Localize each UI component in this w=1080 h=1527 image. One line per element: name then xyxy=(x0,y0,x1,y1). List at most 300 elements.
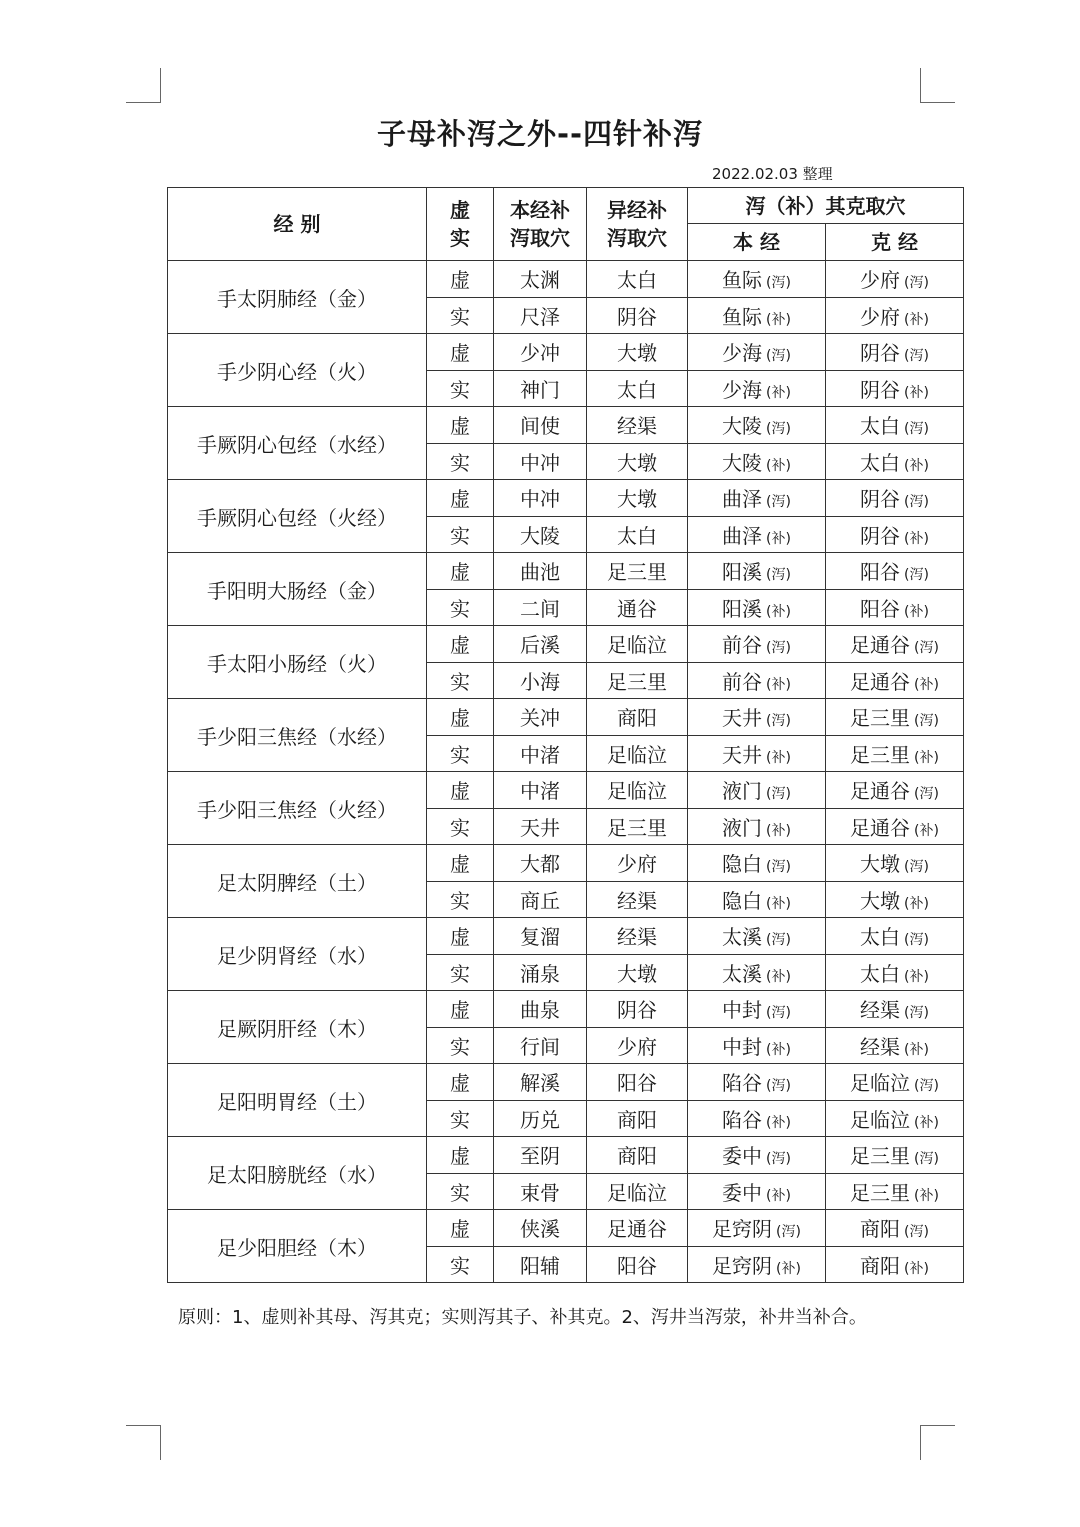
xu-shi-cell: 实 xyxy=(427,954,494,991)
same-meridian-point: 神门 xyxy=(494,370,587,407)
same-meridian-point: 后溪 xyxy=(494,626,587,663)
same-meridian-point: 束骨 xyxy=(494,1173,587,1210)
header-other-line2: 泻取穴 xyxy=(607,226,667,250)
other-meridian-point: 足临泣 xyxy=(587,626,688,663)
xu-shi-cell: 虚 xyxy=(427,918,494,955)
header-ke-group: 泻（补）其克取穴 xyxy=(688,188,964,224)
ke-jing-cell-tag: (补) xyxy=(914,1187,939,1204)
xu-shi-cell: 虚 xyxy=(427,991,494,1028)
ben-jing-cell xyxy=(688,1027,826,1064)
ke-jing-cell-point: 阳谷 xyxy=(860,560,901,585)
ben-jing-cell xyxy=(688,407,826,444)
ke-jing-cell xyxy=(826,626,964,663)
same-meridian-point: 中冲 xyxy=(494,480,587,517)
same-meridian-point: 关冲 xyxy=(494,699,587,736)
same-meridian-point: 曲泉 xyxy=(494,991,587,1028)
header-other-line1: 异经补 xyxy=(607,198,667,222)
ke-jing-cell-point: 阴谷 xyxy=(860,487,901,512)
other-meridian-point: 足三里 xyxy=(587,808,688,845)
ben-jing-cell-tag: (补) xyxy=(766,822,791,839)
ke-jing-cell xyxy=(826,516,964,553)
other-meridian-point: 大墩 xyxy=(587,443,688,480)
same-meridian-point: 阳辅 xyxy=(494,1246,587,1283)
header-same-line1: 本经补 xyxy=(510,198,570,222)
meridian-cell: 手太阳小肠经（火） xyxy=(168,626,427,699)
other-meridian-point: 阴谷 xyxy=(587,297,688,334)
ke-jing-cell xyxy=(826,297,964,334)
ke-jing-cell xyxy=(826,1100,964,1137)
ben-jing-cell-point: 隐白 xyxy=(722,888,763,913)
ben-jing-cell xyxy=(688,1246,826,1283)
ben-jing-cell xyxy=(688,553,826,590)
other-meridian-point: 少府 xyxy=(587,1027,688,1064)
ke-jing-cell-tag: (泻) xyxy=(914,640,939,657)
xu-shi-cell: 实 xyxy=(427,662,494,699)
ke-jing-cell xyxy=(826,1173,964,1210)
xu-shi-cell: 实 xyxy=(427,1246,494,1283)
ben-jing-cell-point: 太溪 xyxy=(722,925,763,950)
header-xu-shi xyxy=(427,188,494,261)
ke-jing-cell-tag: (补) xyxy=(904,1041,929,1058)
other-meridian-point: 阴谷 xyxy=(587,991,688,1028)
other-meridian-point: 通谷 xyxy=(587,589,688,626)
ben-jing-cell xyxy=(688,480,826,517)
ke-jing-cell-tag: (补) xyxy=(904,457,929,474)
ben-jing-cell xyxy=(688,516,826,553)
other-meridian-point: 阳谷 xyxy=(587,1246,688,1283)
ke-jing-cell xyxy=(826,735,964,772)
ke-jing-cell-tag: (补) xyxy=(904,895,929,912)
ben-jing-cell xyxy=(688,1100,826,1137)
ben-jing-cell xyxy=(688,991,826,1028)
xu-shi-cell: 虚 xyxy=(427,407,494,444)
other-meridian-point: 太白 xyxy=(587,370,688,407)
ben-jing-cell-point: 大陵 xyxy=(722,450,763,475)
table-row xyxy=(168,845,964,882)
ben-jing-cell-tag: (补) xyxy=(766,749,791,766)
ben-jing-cell-tag: (补) xyxy=(766,1187,791,1204)
ben-jing-cell-point: 阳溪 xyxy=(722,560,763,585)
ben-jing-cell-point: 鱼际 xyxy=(722,304,763,329)
ke-jing-cell-tag: (补) xyxy=(904,530,929,547)
xu-shi-cell: 实 xyxy=(427,370,494,407)
ke-jing-cell xyxy=(826,553,964,590)
ke-jing-cell xyxy=(826,443,964,480)
ke-jing-cell-point: 经渠 xyxy=(860,1034,901,1059)
same-meridian-point: 行间 xyxy=(494,1027,587,1064)
ke-jing-cell-point: 商阳 xyxy=(860,1217,901,1242)
ben-jing-cell-tag: (补) xyxy=(776,1260,801,1277)
xu-shi-cell: 虚 xyxy=(427,845,494,882)
xu-shi-cell: 实 xyxy=(427,881,494,918)
ben-jing-cell xyxy=(688,954,826,991)
header-meridian: 经 别 xyxy=(168,188,427,261)
ben-jing-cell-tag: (补) xyxy=(766,676,791,693)
ben-jing-cell-tag: (补) xyxy=(766,1114,791,1131)
ben-jing-cell xyxy=(688,918,826,955)
header-xu-shi-line2: 实 xyxy=(450,226,470,250)
meridian-cell: 足厥阴肝经（木） xyxy=(168,991,427,1064)
acupoint-table xyxy=(167,187,964,1283)
ke-jing-cell-tag: (补) xyxy=(914,749,939,766)
ben-jing-cell-tag: (泻) xyxy=(766,275,791,292)
other-meridian-point: 足三里 xyxy=(587,662,688,699)
ben-jing-cell xyxy=(688,261,826,298)
other-meridian-point: 足三里 xyxy=(587,553,688,590)
ke-jing-cell-tag: (泻) xyxy=(904,348,929,365)
ben-jing-cell-point: 太溪 xyxy=(722,961,763,986)
ke-jing-cell-tag: (泻) xyxy=(904,1224,929,1241)
ben-jing-cell xyxy=(688,1064,826,1101)
xu-shi-cell: 虚 xyxy=(427,1210,494,1247)
ben-jing-cell-tag: (泻) xyxy=(766,1005,791,1022)
table-row xyxy=(168,480,964,517)
ke-jing-cell xyxy=(826,918,964,955)
other-meridian-point: 足通谷 xyxy=(587,1210,688,1247)
ke-jing-cell-point: 足三里 xyxy=(850,1180,911,1205)
ben-jing-cell xyxy=(688,1137,826,1174)
xu-shi-cell: 虚 xyxy=(427,626,494,663)
table-row xyxy=(168,553,964,590)
same-meridian-point: 中渚 xyxy=(494,735,587,772)
ke-jing-cell-tag: (补) xyxy=(914,1114,939,1131)
other-meridian-point: 商阳 xyxy=(587,1137,688,1174)
same-meridian-point: 曲池 xyxy=(494,553,587,590)
ke-jing-cell-point: 大墩 xyxy=(860,888,901,913)
ke-jing-cell-point: 阴谷 xyxy=(860,523,901,548)
ke-jing-cell-tag: (泻) xyxy=(904,494,929,511)
other-meridian-point: 足临泣 xyxy=(587,1173,688,1210)
xu-shi-cell: 虚 xyxy=(427,772,494,809)
ke-jing-cell xyxy=(826,480,964,517)
xu-shi-cell: 虚 xyxy=(427,334,494,371)
ke-jing-cell xyxy=(826,370,964,407)
footer-principle: 原则：1、虚则补其母、泻其克；实则泻其子、补其克。2、泻井当泻荥，补井当补合。 xyxy=(178,1307,867,1328)
same-meridian-point: 复溜 xyxy=(494,918,587,955)
ben-jing-cell-tag: (泻) xyxy=(766,1151,791,1168)
ben-jing-cell-point: 曲泽 xyxy=(722,523,763,548)
other-meridian-point: 大墩 xyxy=(587,480,688,517)
same-meridian-point: 至阴 xyxy=(494,1137,587,1174)
ke-jing-cell xyxy=(826,1137,964,1174)
table-row xyxy=(168,1137,964,1174)
ke-jing-cell-point: 太白 xyxy=(860,925,901,950)
ke-jing-cell-tag: (补) xyxy=(904,968,929,985)
ke-jing-cell-point: 足通谷 xyxy=(850,633,911,658)
ben-jing-cell-point: 天井 xyxy=(722,706,763,731)
ke-jing-cell xyxy=(826,589,964,626)
same-meridian-point: 少冲 xyxy=(494,334,587,371)
ke-jing-cell-point: 阴谷 xyxy=(860,341,901,366)
other-meridian-point: 少府 xyxy=(587,845,688,882)
ben-jing-cell-tag: (泻) xyxy=(766,859,791,876)
meridian-cell: 手阳明大肠经（金） xyxy=(168,553,427,626)
crop-mark-top-right xyxy=(920,68,955,103)
ke-jing-cell-tag: (泻) xyxy=(914,786,939,803)
ke-jing-cell-point: 足三里 xyxy=(850,706,911,731)
ben-jing-cell-point: 足窍阴 xyxy=(712,1217,773,1242)
ke-jing-cell-tag: (泻) xyxy=(904,932,929,949)
ke-jing-cell-point: 少府 xyxy=(860,304,901,329)
ke-jing-cell-point: 太白 xyxy=(860,414,901,439)
ke-jing-cell-tag: (补) xyxy=(914,676,939,693)
table-row xyxy=(168,991,964,1028)
xu-shi-cell: 虚 xyxy=(427,1137,494,1174)
table-row xyxy=(168,772,964,809)
table-row xyxy=(168,626,964,663)
table-row xyxy=(168,407,964,444)
meridian-cell: 足少阴肾经（水） xyxy=(168,918,427,991)
ben-jing-cell-tag: (泻) xyxy=(766,1078,791,1095)
ben-jing-cell-tag: (泻) xyxy=(766,932,791,949)
ke-jing-cell-tag: (泻) xyxy=(914,1078,939,1095)
other-meridian-point: 经渠 xyxy=(587,918,688,955)
same-meridian-point: 大都 xyxy=(494,845,587,882)
date-note: 2022.02.03 整理 xyxy=(712,165,833,183)
xu-shi-cell: 实 xyxy=(427,1027,494,1064)
same-meridian-point: 二间 xyxy=(494,589,587,626)
table-row xyxy=(168,334,964,371)
ben-jing-cell xyxy=(688,772,826,809)
ben-jing-cell xyxy=(688,297,826,334)
ben-jing-cell-tag: (补) xyxy=(766,384,791,401)
ben-jing-cell xyxy=(688,699,826,736)
other-meridian-point: 大墩 xyxy=(587,954,688,991)
ben-jing-cell-point: 足窍阴 xyxy=(712,1253,773,1278)
ben-jing-cell-tag: (泻) xyxy=(766,713,791,730)
ben-jing-cell xyxy=(688,589,826,626)
header-same-meridian xyxy=(494,188,587,261)
ben-jing-cell-point: 陷谷 xyxy=(722,1107,763,1132)
ben-jing-cell xyxy=(688,1210,826,1247)
ben-jing-cell-tag: (泻) xyxy=(766,640,791,657)
ben-jing-cell-point: 中封 xyxy=(722,998,763,1023)
ke-jing-cell xyxy=(826,845,964,882)
same-meridian-point: 太渊 xyxy=(494,261,587,298)
ke-jing-cell-point: 太白 xyxy=(860,450,901,475)
ke-jing-cell xyxy=(826,1246,964,1283)
xu-shi-cell: 实 xyxy=(427,589,494,626)
ben-jing-cell-point: 隐白 xyxy=(722,852,763,877)
ke-jing-cell-point: 少府 xyxy=(860,268,901,293)
meridian-cell: 足太阳膀胱经（水） xyxy=(168,1137,427,1210)
ke-jing-cell-tag: (泻) xyxy=(914,713,939,730)
ben-jing-cell-point: 委中 xyxy=(722,1144,763,1169)
ke-jing-cell xyxy=(826,1064,964,1101)
ke-jing-cell-tag: (补) xyxy=(904,311,929,328)
ben-jing-cell-point: 陷谷 xyxy=(722,1071,763,1096)
ke-jing-cell-point: 足通谷 xyxy=(850,779,911,804)
xu-shi-cell: 实 xyxy=(427,735,494,772)
other-meridian-point: 大墩 xyxy=(587,334,688,371)
ke-jing-cell-tag: (泻) xyxy=(904,421,929,438)
ben-jing-cell xyxy=(688,735,826,772)
ben-jing-cell-point: 少海 xyxy=(722,377,763,402)
ben-jing-cell-tag: (泻) xyxy=(766,348,791,365)
xu-shi-cell: 实 xyxy=(427,1100,494,1137)
crop-mark-bottom-left xyxy=(126,1425,161,1460)
ben-jing-cell-point: 阳溪 xyxy=(722,596,763,621)
ke-jing-cell-tag: (补) xyxy=(904,603,929,620)
xu-shi-cell: 虚 xyxy=(427,480,494,517)
ke-jing-cell xyxy=(826,334,964,371)
ben-jing-cell-point: 鱼际 xyxy=(722,268,763,293)
ben-jing-cell-tag: (补) xyxy=(766,457,791,474)
ben-jing-cell-tag: (泻) xyxy=(766,786,791,803)
header-xu-shi-line1: 虚 xyxy=(450,198,470,222)
ke-jing-cell xyxy=(826,991,964,1028)
ben-jing-cell-tag: (泻) xyxy=(766,421,791,438)
same-meridian-point: 商丘 xyxy=(494,881,587,918)
ben-jing-cell-point: 曲泽 xyxy=(722,487,763,512)
table-row xyxy=(168,918,964,955)
ben-jing-cell xyxy=(688,845,826,882)
ben-jing-cell-point: 少海 xyxy=(722,341,763,366)
other-meridian-point: 经渠 xyxy=(587,407,688,444)
ben-jing-cell-point: 液门 xyxy=(722,779,763,804)
meridian-cell: 足阳明胃经（土） xyxy=(168,1064,427,1137)
meridian-cell: 手少阳三焦经（火经） xyxy=(168,772,427,845)
xu-shi-cell: 虚 xyxy=(427,261,494,298)
ke-jing-cell xyxy=(826,407,964,444)
same-meridian-point: 中渚 xyxy=(494,772,587,809)
ke-jing-cell-point: 阳谷 xyxy=(860,596,901,621)
ke-jing-cell-point: 阴谷 xyxy=(860,377,901,402)
meridian-cell: 足少阳胆经（木） xyxy=(168,1210,427,1283)
other-meridian-point: 足临泣 xyxy=(587,772,688,809)
ke-jing-cell-point: 经渠 xyxy=(860,998,901,1023)
ke-jing-cell-point: 足通谷 xyxy=(850,815,911,840)
meridian-cell: 手厥阴心包经（火经） xyxy=(168,480,427,553)
same-meridian-point: 间使 xyxy=(494,407,587,444)
meridian-cell: 手太阴肺经（金） xyxy=(168,261,427,334)
header-same-line2: 泻取穴 xyxy=(510,226,570,250)
page-title: 子母补泻之外--四针补泻 xyxy=(376,117,704,151)
same-meridian-point: 中冲 xyxy=(494,443,587,480)
ke-jing-cell-tag: (泻) xyxy=(904,859,929,876)
ben-jing-cell xyxy=(688,881,826,918)
same-meridian-point: 大陵 xyxy=(494,516,587,553)
header-ben-jing: 本 经 xyxy=(688,224,826,261)
ke-jing-cell-point: 足三里 xyxy=(850,742,911,767)
ke-jing-cell-tag: (补) xyxy=(904,384,929,401)
xu-shi-cell: 实 xyxy=(427,1173,494,1210)
crop-mark-top-left xyxy=(126,68,161,103)
ben-jing-cell-tag: (补) xyxy=(766,311,791,328)
ben-jing-cell-point: 液门 xyxy=(722,815,763,840)
ke-jing-cell-tag: (泻) xyxy=(914,1151,939,1168)
ke-jing-cell xyxy=(826,699,964,736)
ke-jing-cell xyxy=(826,954,964,991)
ke-jing-cell xyxy=(826,662,964,699)
xu-shi-cell: 虚 xyxy=(427,1064,494,1101)
ke-jing-cell-point: 足三里 xyxy=(850,1144,911,1169)
ke-jing-cell xyxy=(826,881,964,918)
table-row xyxy=(168,699,964,736)
ben-jing-cell xyxy=(688,334,826,371)
meridian-cell: 手厥阴心包经（水经） xyxy=(168,407,427,480)
ke-jing-cell-point: 足临泣 xyxy=(850,1071,911,1096)
crop-mark-bottom-right xyxy=(920,1425,955,1460)
table-body xyxy=(168,261,964,1283)
xu-shi-cell: 虚 xyxy=(427,699,494,736)
header-ke-jing: 克 经 xyxy=(826,224,964,261)
meridian-cell: 手少阴心经（火） xyxy=(168,334,427,407)
xu-shi-cell: 实 xyxy=(427,443,494,480)
ke-jing-cell-tag: (泻) xyxy=(904,275,929,292)
ben-jing-cell-tag: (补) xyxy=(766,530,791,547)
ben-jing-cell-tag: (泻) xyxy=(766,494,791,511)
ke-jing-cell xyxy=(826,1027,964,1064)
ben-jing-cell-point: 大陵 xyxy=(722,414,763,439)
same-meridian-point: 小海 xyxy=(494,662,587,699)
ke-jing-cell-point: 商阳 xyxy=(860,1253,901,1278)
other-meridian-point: 足临泣 xyxy=(587,735,688,772)
ben-jing-cell xyxy=(688,662,826,699)
header-other-meridian xyxy=(587,188,688,261)
ben-jing-cell-point: 委中 xyxy=(722,1180,763,1205)
ben-jing-cell xyxy=(688,443,826,480)
ben-jing-cell-point: 前谷 xyxy=(722,669,763,694)
other-meridian-point: 商阳 xyxy=(587,1100,688,1137)
other-meridian-point: 阳谷 xyxy=(587,1064,688,1101)
same-meridian-point: 侠溪 xyxy=(494,1210,587,1247)
ke-jing-cell xyxy=(826,808,964,845)
ke-jing-cell xyxy=(826,1210,964,1247)
ke-jing-cell-point: 足通谷 xyxy=(850,669,911,694)
xu-shi-cell: 实 xyxy=(427,516,494,553)
meridian-cell: 足太阴脾经（土） xyxy=(168,845,427,918)
ke-jing-cell-point: 太白 xyxy=(860,961,901,986)
same-meridian-point: 天井 xyxy=(494,808,587,845)
ben-jing-cell-point: 中封 xyxy=(722,1034,763,1059)
same-meridian-point: 尺泽 xyxy=(494,297,587,334)
same-meridian-point: 涌泉 xyxy=(494,954,587,991)
ben-jing-cell xyxy=(688,370,826,407)
ke-jing-cell-point: 足临泣 xyxy=(850,1107,911,1132)
same-meridian-point: 解溪 xyxy=(494,1064,587,1101)
xu-shi-cell: 实 xyxy=(427,297,494,334)
ben-jing-cell-tag: (补) xyxy=(766,603,791,620)
table-row xyxy=(168,261,964,298)
other-meridian-point: 太白 xyxy=(587,261,688,298)
table-row xyxy=(168,1210,964,1247)
meridian-cell: 手少阳三焦经（水经） xyxy=(168,699,427,772)
other-meridian-point: 经渠 xyxy=(587,881,688,918)
ke-jing-cell xyxy=(826,261,964,298)
ke-jing-cell-tag: (补) xyxy=(904,1260,929,1277)
table-row xyxy=(168,1064,964,1101)
ke-jing-cell xyxy=(826,772,964,809)
other-meridian-point: 太白 xyxy=(587,516,688,553)
ben-jing-cell-point: 前谷 xyxy=(722,633,763,658)
ben-jing-cell xyxy=(688,808,826,845)
ke-jing-cell-tag: (补) xyxy=(914,822,939,839)
ben-jing-cell-tag: (补) xyxy=(766,1041,791,1058)
ben-jing-cell-tag: (泻) xyxy=(776,1224,801,1241)
ke-jing-cell-tag: (泻) xyxy=(904,1005,929,1022)
other-meridian-point: 商阳 xyxy=(587,699,688,736)
ben-jing-cell-tag: (泻) xyxy=(766,567,791,584)
xu-shi-cell: 虚 xyxy=(427,553,494,590)
ben-jing-cell-tag: (补) xyxy=(766,968,791,985)
xu-shi-cell: 实 xyxy=(427,808,494,845)
same-meridian-point: 历兑 xyxy=(494,1100,587,1137)
ben-jing-cell xyxy=(688,626,826,663)
ben-jing-cell-tag: (补) xyxy=(766,895,791,912)
ben-jing-cell xyxy=(688,1173,826,1210)
ke-jing-cell-tag: (泻) xyxy=(904,567,929,584)
